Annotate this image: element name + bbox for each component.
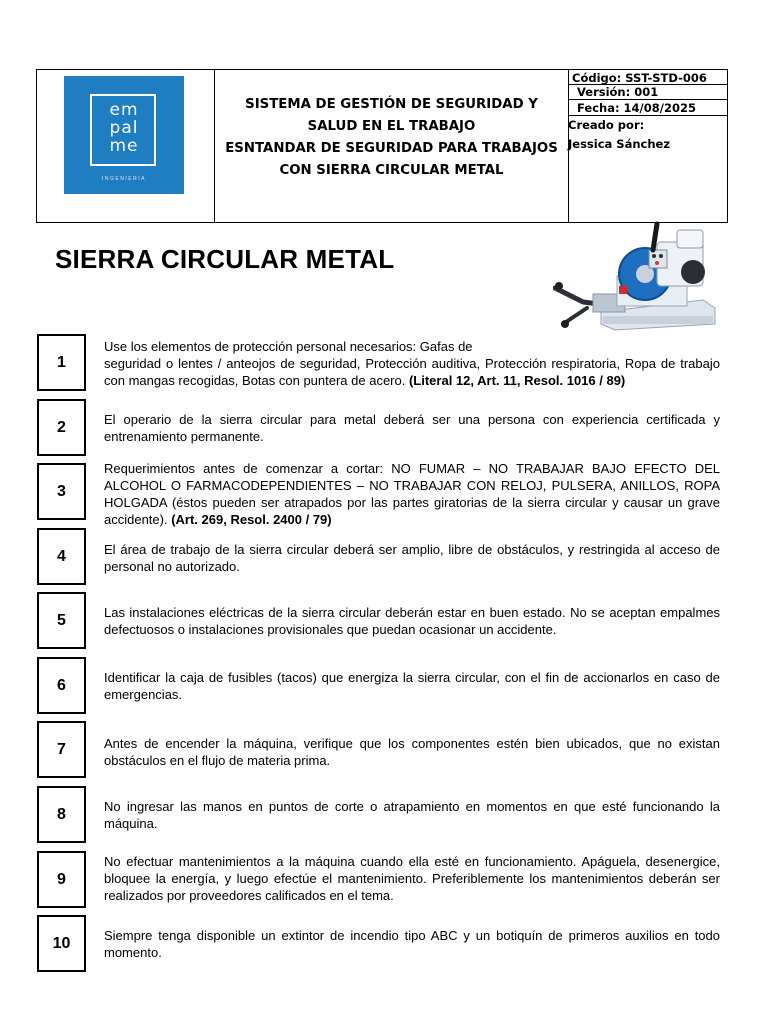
rule-3-text: Requerimientos antes de comenzar a cortar: NO FUMAR – NO TRABAJAR BAJO EFECTO DEL ALCOHOL O FARMACODEPENDIENTES – NO TRABAJAR CON RELOJ, PULSERA, ANILLOS, ROPA HOLGADA (éstos pueden ser atrapados por las partes giratorias de la sierra circular y causar un grave accidente). <box>104 461 720 527</box>
main-title: SIERRA CIRCULAR METAL <box>55 244 395 274</box>
rule-text-5: Las instalaciones eléctricas de la sierra circular deberán estar en buen estado. No se aceptan empalmes defectuosos o instalaciones provisionales que puedan ocasionar un accidente. <box>104 605 720 637</box>
rule-text-3 <box>104 460 720 528</box>
document-date: Fecha: 14/08/2025 <box>577 101 696 115</box>
rule-text-10: Siempre tenga disponible un extintor de incendio tipo ABC y un botiquín de primeros auxilios en todo momento. <box>104 928 720 960</box>
rule-number-box: 4 <box>37 528 86 585</box>
rule-text-2: El operario de la sierra circular para metal deberá ser una persona con experiencia certificada y entrenamiento permanente. <box>104 412 720 444</box>
logo-subtitle: INGENIERIA <box>102 176 146 182</box>
document-header <box>36 69 728 223</box>
rule-text <box>104 338 720 355</box>
rule-number-box: 7 <box>37 721 86 778</box>
rule-number-box: 3 <box>37 463 86 520</box>
rule-text-line: Use los elementos de protección personal necesarios: Gafas de <box>104 339 473 354</box>
rule-number-box: 2 <box>37 399 86 456</box>
logo-text-line-2: pal <box>109 118 139 138</box>
rule-number-box: 10 <box>37 915 86 972</box>
header-title-line-2: SALUD EN EL TRABAJO <box>307 119 476 134</box>
rule-text-8: No ingresar las manos en puntos de corte o atrapamiento en momentos en que esté funcionando la máquina. <box>104 799 720 831</box>
created-by-name: Jessica Sánchez <box>568 137 671 151</box>
rule-1-text: seguridad o lentes / anteojos de seguridad, Protección auditiva, Protección respiratoria, Ropa de trabajo con mangas recogidas, Botas con puntera de acero. <box>104 356 720 388</box>
company-logo <box>64 76 184 194</box>
logo-text-line-1: em <box>109 100 139 120</box>
meta-divider <box>569 99 727 100</box>
header-title-line-3: ESNTANDAR DE SEGURIDAD PARA TRABAJOS <box>225 141 558 156</box>
document-version: Versión: 001 <box>577 85 659 99</box>
rule-text-9: No efectuar mantenimientos a la máquina cuando ella esté en funcionamiento. Apáguela, desenergice, bloquee la energía, y luego efectúe el mantenimiento. Preferiblemente los mantenimientos deberán ser realizados por proveedores calificados en el tema. <box>104 854 720 903</box>
rule-text-1 <box>104 355 720 389</box>
circular-saw-machine-image <box>553 220 718 332</box>
rule-text-7: Antes de encender la máquina, verifique que los componentes estén bien ubicados, que no existan obstáculos en el flujo de materia prima. <box>104 736 720 768</box>
rule-number-box: 9 <box>37 851 86 908</box>
header-title-cell <box>215 70 569 222</box>
header-title <box>215 94 568 182</box>
header-title-line-1: SISTEMA DE GESTIÓN DE SEGURIDAD Y <box>245 97 538 112</box>
created-by-label: Creado por: <box>568 118 645 132</box>
rule-number-box: 8 <box>37 786 86 843</box>
rule-text-4: El área de trabajo de la sierra circular deberá ser amplio, libre de obstáculos, y restringida al acceso de personal no autorizado. <box>104 542 720 574</box>
header-meta-cell <box>569 70 727 222</box>
header-title-line-4: CON SIERRA CIRCULAR METAL <box>279 163 504 178</box>
rule-1-reference: (Literal 12, Art. 11, Resol. 1016 / 89) <box>408 373 626 388</box>
document-code: Código: SST-STD-006 <box>572 71 707 85</box>
logo-text-line-3: me <box>109 136 139 156</box>
rule-text-6: Identificar la caja de fusibles (tacos) que energiza la sierra circular, con el fin de accionarlos en caso de emergencias. <box>104 670 720 702</box>
meta-divider <box>569 115 727 116</box>
rule-3-reference: (Art. 269, Resol. 2400 / 79) <box>171 512 332 527</box>
logo-cell <box>37 70 215 222</box>
rule-number-box: 6 <box>37 657 86 714</box>
rule-number-box: 5 <box>37 592 86 649</box>
rule-number-box: 1 <box>37 334 86 391</box>
